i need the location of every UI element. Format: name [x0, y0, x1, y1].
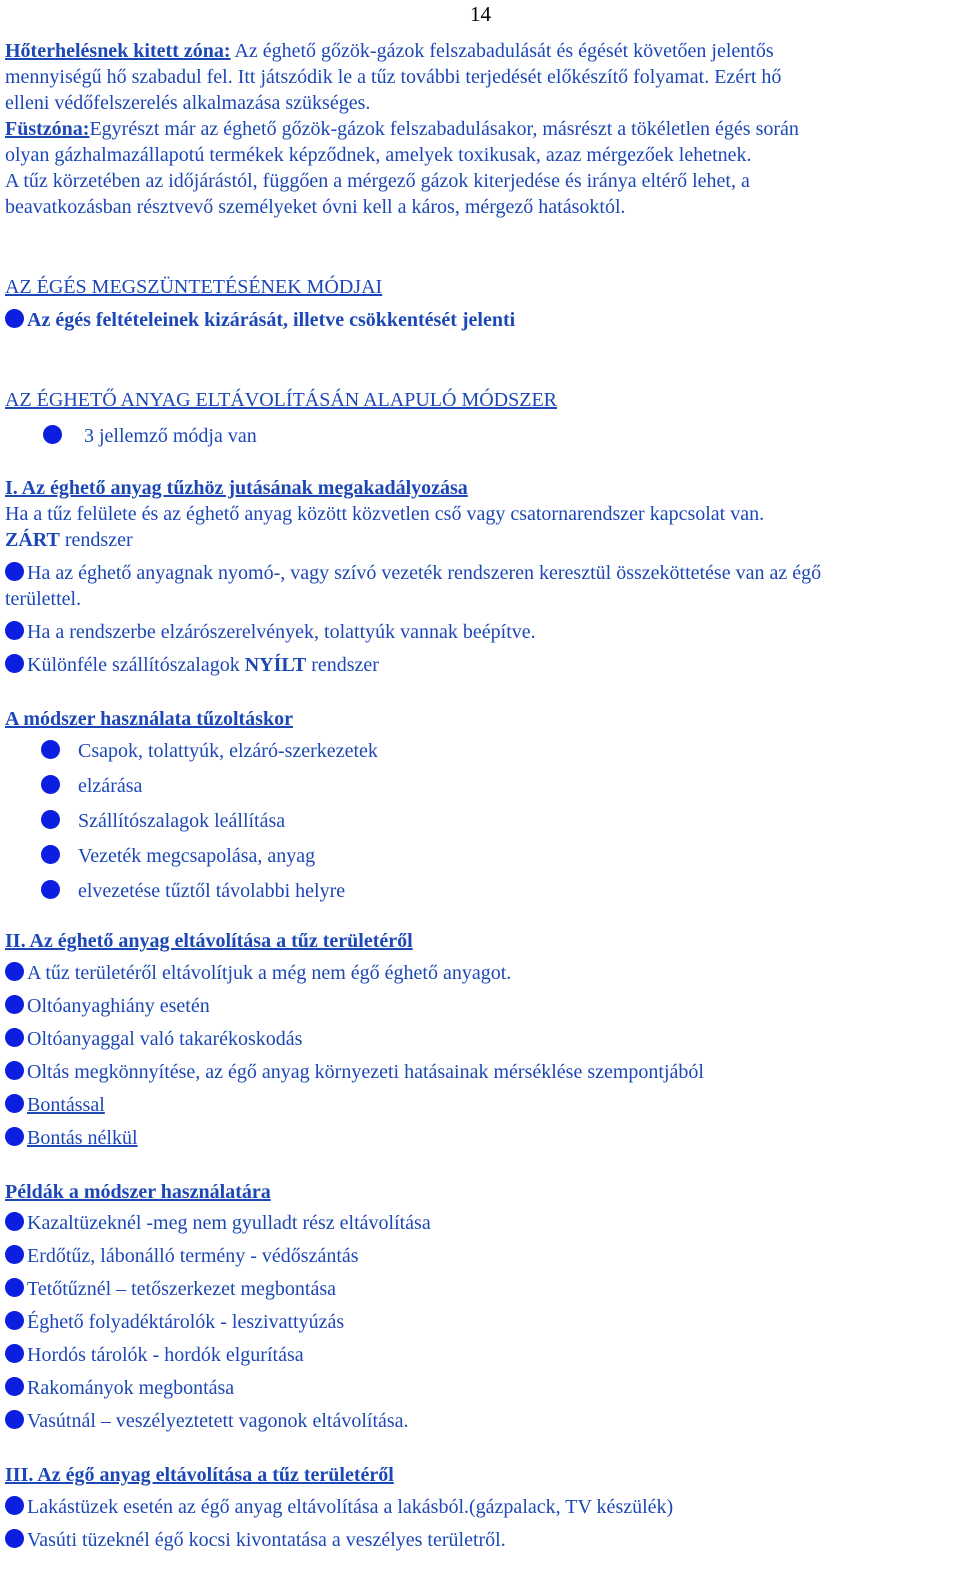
- list-item: Tetőtűznél – tetőszerkezet megbontása: [5, 1276, 955, 1302]
- bullet-dot-icon: [5, 995, 24, 1014]
- list-item: Oltás megkönnyítése, az égő anyag környezeti hatásainak mérséklése szempontjából: [5, 1059, 955, 1085]
- list-item: Bontás nélkül: [5, 1125, 955, 1151]
- list-item: Vezeték megcsapolása, anyag: [5, 839, 955, 874]
- bullet-dot-icon: [5, 1311, 24, 1330]
- closed-system-line: ZÁRT rendszer: [5, 529, 133, 551]
- section-heading-removal-method: AZ ÉGHETŐ ANYAG ELTÁVOLÍTÁSÁN ALAPULÓ MÓDSZER: [5, 389, 558, 411]
- method-use-heading: A módszer használata tűzoltáskor: [5, 708, 293, 730]
- text-line: beavatkozásban résztvevő személyeket óvni kell a káros, mérgező hatásoktól.: [5, 196, 626, 218]
- list-item: Különféle szállítószalagok NYÍLT rendszer: [5, 652, 955, 678]
- part-one-heading: I. Az éghető anyag tűzhöz jutásának megakadályozása: [5, 477, 468, 499]
- list-item: Lakástüzek esetén az égő anyag eltávolítása a lakásból.(gázpalack, TV készülék): [5, 1494, 955, 1520]
- list-item: Bontással: [5, 1092, 955, 1118]
- bullet-dot-icon: [41, 845, 60, 864]
- text-line: olyan gázhalmazállapotú termékek képződnek, amelyek toxikusak, azaz mérgezőek lehetnek.: [5, 144, 752, 166]
- list-item: A tűz területéről eltávolítjuk a még nem égő éghető anyagot.: [5, 960, 955, 986]
- bullet-dot-icon: [5, 1061, 24, 1080]
- examples-heading: Példák a módszer használatára: [5, 1181, 271, 1203]
- heat-zone-paragraph: [5, 38, 955, 116]
- list-item: Oltóanyaggal való takarékoskodás: [5, 1026, 955, 1052]
- bullet-dot-icon: [43, 425, 62, 444]
- list-item: Éghető folyadéktárolók - leszivattyúzás: [5, 1309, 955, 1335]
- bullet-dot-icon: [41, 775, 60, 794]
- smoke-zone-paragraph: [5, 116, 955, 168]
- bullet-dot-icon: [5, 1094, 24, 1113]
- text-line: Az éghető gőzök-gázok felszabadulását és égését követően jelentős: [230, 40, 774, 62]
- bullet-dot-icon: [5, 1127, 24, 1146]
- examples-list: [5, 1210, 955, 1434]
- bullet-dot-icon: [5, 562, 24, 581]
- bullet-dot-icon: [41, 880, 60, 899]
- bullet-dot-icon: [41, 740, 60, 759]
- list-item: elvezetése tűztől távolabbi helyre: [5, 874, 955, 909]
- bullet-dot-icon: [41, 810, 60, 829]
- bullet-dot-icon: [5, 1245, 24, 1264]
- list-item: Erdőtűz, lábonálló termény - védőszántás: [5, 1243, 955, 1269]
- open-label: NYÍLT: [244, 654, 307, 676]
- list-item: Kazaltüzeknél -meg nem gyulladt rész eltávolítása: [5, 1210, 955, 1236]
- part-three-list: [5, 1494, 955, 1553]
- list-item: Az égés feltételeinek kizárását, illetve csökkentését jelenti: [5, 307, 955, 333]
- list-item: elzárása: [5, 769, 955, 804]
- list-item: Vasútnál – veszélyeztetett vagonok eltávolítása.: [5, 1408, 955, 1434]
- bullet-dot-icon: [5, 1410, 24, 1429]
- text-line: mennyiségű hő szabadul fel. Itt játszódik le a tűz további terjedését előkészítő folyamat. Ezért hő: [5, 66, 782, 88]
- text-line: Egyrészt már az éghető gőzök-gázok felszabadulásakor, másrészt a tökéletlen égés során: [89, 118, 799, 140]
- list-item: Ha az éghető anyagnak nyomó-, vagy szívó vezeték rendszeren keresztül összeköttetése van az égő területtel.: [5, 562, 822, 610]
- bullet-dot-icon: [5, 1344, 24, 1363]
- section-heading-extinguish-methods: AZ ÉGÉS MEGSZÜNTETÉSÉNEK MÓDJAI: [5, 276, 383, 298]
- bullet-dot-icon: [5, 1377, 24, 1396]
- list-item: Ha a rendszerbe elzárószerelvények, tolattyúk vannak beépítve.: [5, 619, 955, 645]
- method-use-list: [5, 734, 955, 909]
- smoke-zone-label: Füstzóna:: [5, 118, 90, 140]
- text-line: A tűz körzetében az időjárástól, függően a mérgező gázok kiterjedése és iránya eltérő lehet, a: [5, 170, 750, 192]
- page-number: 14: [470, 2, 491, 26]
- closed-label: ZÁRT: [5, 529, 60, 551]
- part-two-list: [5, 960, 955, 1151]
- heat-zone-label: Hőterhelésnek kitett zóna:: [5, 40, 231, 62]
- list-item: Csapok, tolattyúk, elzáró-szerkezetek: [5, 734, 955, 769]
- text-line: elleni védőfelszerelés alkalmazása szükséges.: [5, 92, 371, 114]
- weather-paragraph: [5, 168, 955, 220]
- bullet-dot-icon: [5, 621, 24, 640]
- list-item: Szállítószalagok leállítása: [5, 804, 955, 839]
- bullet-dot-icon: [5, 962, 24, 981]
- bullet-dot-icon: [5, 654, 24, 673]
- bullet-dot-icon: [5, 1529, 24, 1548]
- list-item: Rakományok megbontása: [5, 1375, 955, 1401]
- list-item: Oltóanyaghiány esetén: [5, 993, 955, 1019]
- bullet-dot-icon: [5, 1496, 24, 1515]
- bullet-dot-icon: [5, 1028, 24, 1047]
- list-item: Hordós tárolók - hordók elgurítása: [5, 1342, 955, 1368]
- bullet-dot-icon: [5, 1212, 24, 1231]
- list-item: Vasúti tüzeknél égő kocsi kivontatása a veszélyes területről.: [5, 1527, 955, 1553]
- list-item: 3 jellemző módja van: [5, 423, 955, 449]
- bullet-dot-icon: [5, 1278, 24, 1297]
- part-two-heading: II. Az éghető anyag eltávolítása a tűz területéről: [5, 930, 413, 952]
- document-body: [5, 38, 955, 1553]
- part-three-heading: III. Az égő anyag eltávolítása a tűz területéről: [5, 1464, 394, 1486]
- part-one-text: Ha a tűz felülete és az éghető anyag között közvetlen cső vagy csatornarendszer kapcsolat van.: [5, 503, 765, 525]
- bullet-dot-icon: [5, 309, 24, 328]
